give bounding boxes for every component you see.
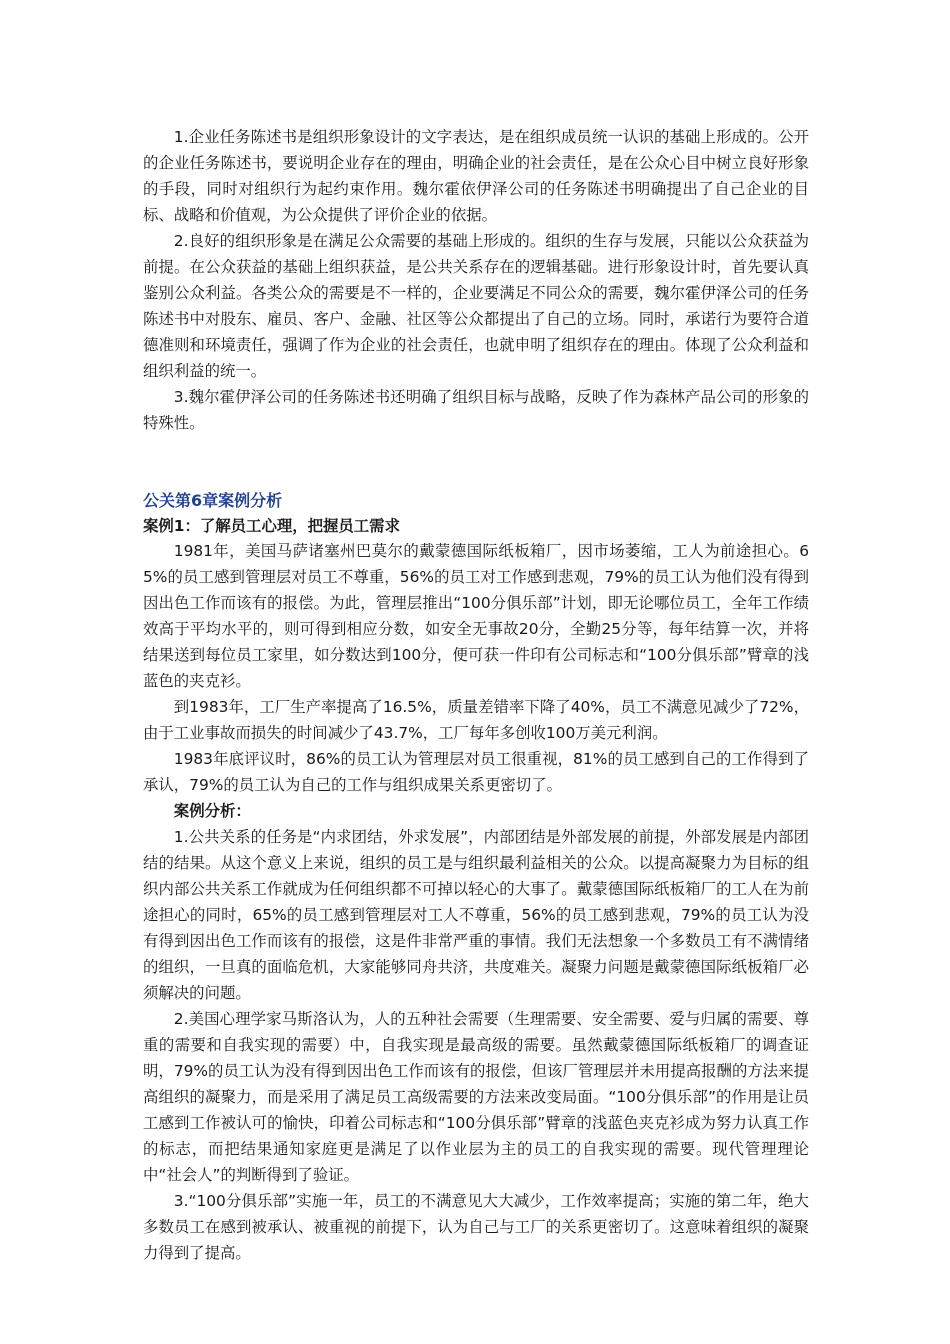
chapter-title: 公关第6章案例分析 [143, 491, 283, 510]
case-title: 案例1：了解员工心理，把握员工需求 [143, 517, 400, 535]
case-analysis-heading: 案例分析： [173, 802, 251, 820]
case-paragraph-3: 1983年底评议时，86%的员工认为管理层对员工很重视，81%的员工感到自己的工作得到了承认，79%的员工认为自己的工作与组织成果关系更密切了。 [143, 750, 809, 794]
document-page [143, 124, 809, 1266]
case-paragraph-1: 1981年，美国马萨诸塞州巴莫尔的戴蒙德国际纸板箱厂，因市场萎缩，工人为前途担心。65%的员工感到管理层对员工不尊重，56%的员工对工作感到悲观，79%的员工认为他们没有得到因出色工作而该有的报偿。为此，管理层推出“100分俱乐部”计划，即无论哪位员工，全年工作绩效高于平均水平的，则可得到相应分数，如安全无事故20分，全勤25分等，每年结算一次，并将结果送到每位员工家里，如分数达到100分，便可获一件印有公司标志和“100分俱乐部”臂章的浅蓝色的夹克衫。 [143, 542, 809, 690]
analysis-point-1: 1.企业任务陈述书是组织形象设计的文字表达，是在组织成员统一认识的基础上形成的。公开的企业任务陈述书，要说明企业存在的理由，明确企业的社会责任，是在公众心目中树立良好形象的手段，同时对组织行为起约束作用。魏尔霍依伊泽公司的任务陈述书明确提出了自己企业的目标、战略和价值观，为公众提供了评价企业的依据。 [143, 128, 809, 224]
case-analysis-point-1: 1.公共关系的任务是“内求团结，外求发展”，内部团结是外部发展的前提，外部发展是内部团结的结果。从这个意义上来说，组织的员工是与组织最利益相关的公众。以提高凝聚力为目标的组织内部公共关系工作就成为任何组织都不可掉以轻心的大事了。戴蒙德国际纸板箱厂的工人在为前途担心的同时，65%的员工感到管理层对工人不尊重，56%的员工感到悲观，79%的员工认为没有得到因出色工作而该有的报偿，这是件非常严重的事情。我们无法想象一个多数员工有不满情绪的组织，一旦真的面临危机，大家能够同舟共济，共度难关。凝聚力问题是戴蒙德国际纸板箱厂必须解决的问题。 [143, 828, 809, 1002]
section-spacer [143, 436, 809, 488]
case-paragraph-2: 到1983年，工厂生产率提高了16.5%，质量差错率下降了40%，员工不满意见减少了72%，由于工业事故而损失的时间减少了43.7%，工厂每年多创收100万美元利润。 [143, 698, 809, 742]
case-analysis-point-3: 3.“100分俱乐部”实施一年，员工的不满意见大大减少，工作效率提高；实施的第二年，绝大多数员工在感到被承认、被重视的前提下，认为自己与工厂的关系更密切了。这意味着组织的凝聚力得到了提高。 [143, 1192, 809, 1262]
analysis-point-3: 3.魏尔霍伊泽公司的任务陈述书还明确了组织目标与战略，反映了作为森林产品公司的形象的特殊性。 [143, 388, 809, 432]
case-analysis-point-2: 2.美国心理学家马斯洛认为，人的五种社会需要（生理需要、安全需要、爱与归属的需要、尊重的需要和自我实现的需要）中，自我实现是最高级的需要。虽然戴蒙德国际纸板箱厂的调查证明，79%的员工认为没有得到因出色工作而该有的报偿，但该厂管理层并未用提高报酬的方法来提高组织的凝聚力，而是采用了满足员工高级需要的方法来改变局面。“100分俱乐部”的作用是让员工感到工作被认可的愉快，印着公司标志和“100分俱乐部”臂章的浅蓝色夹克衫成为努力认真工作的标志，而把结果通知家庭更是满足了以作业层为主的员工的自我实现的需要。现代管理理论中“社会人”的判断得到了验证。 [143, 1010, 809, 1184]
analysis-point-2: 2.良好的组织形象是在满足公众需要的基础上形成的。组织的生存与发展，只能以公众获益为前提。在公众获益的基础上组织获益，是公共关系存在的逻辑基础。进行形象设计时，首先要认真鉴别公众利益。各类公众的需要是不一样的，企业要满足不同公众的需要，魏尔霍伊泽公司的任务陈述书中对股东、雇员、客户、金融、社区等公众都提出了自己的立场。同时，承诺行为要符合道德准则和环境责任，强调了作为企业的社会责任，也就申明了组织存在的理由。体现了公众利益和组织利益的统一。 [143, 232, 809, 380]
